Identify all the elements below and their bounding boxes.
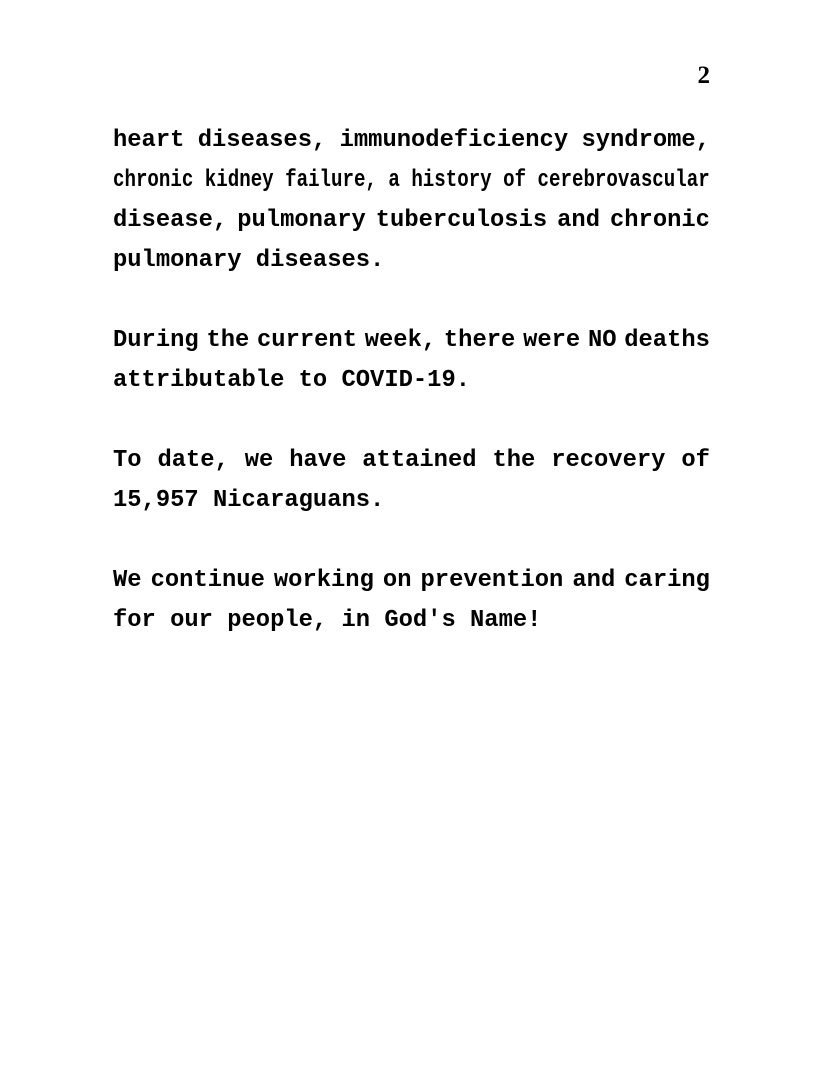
word: continue [150, 567, 265, 594]
word: and [572, 567, 616, 594]
paragraph [113, 321, 710, 401]
word: tuberculosis [375, 207, 548, 234]
word: on [382, 567, 412, 594]
word: week, [364, 327, 437, 354]
word: pulmonary [237, 207, 366, 234]
paragraph [113, 561, 710, 641]
document-body [113, 121, 710, 681]
word: heart [113, 127, 185, 154]
word: the [206, 327, 250, 354]
text-line: 15,957 Nicaraguans. [113, 487, 385, 514]
paragraph [113, 441, 710, 521]
word: caring [624, 567, 710, 594]
word: syndrome, [581, 127, 710, 154]
text-line: attributable to COVID-19. [113, 367, 471, 394]
word: and [557, 207, 600, 234]
text-line [113, 321, 710, 361]
paragraph [113, 121, 710, 281]
word: we [244, 447, 274, 474]
text-line: chronic kidney failure, a history of cerebrovascular [113, 167, 710, 194]
text-line: for our people, in God's Name! [113, 607, 542, 634]
word: working [273, 567, 374, 594]
word: of [681, 447, 710, 474]
text-line [113, 441, 710, 481]
word: disease, [113, 207, 228, 234]
word: We [113, 567, 142, 594]
word: there [443, 327, 516, 354]
word: chronic [610, 207, 710, 234]
word: current [257, 327, 357, 354]
text-line [113, 561, 710, 601]
word: During [113, 327, 199, 354]
text-line [113, 121, 710, 161]
word: attained [362, 447, 477, 474]
word: date, [157, 447, 229, 474]
word: the [492, 447, 536, 474]
word: To [113, 447, 142, 474]
word: diseases, [197, 127, 327, 154]
word: immunodeficiency [339, 127, 569, 154]
text-line [113, 201, 710, 241]
word: prevention [420, 567, 564, 594]
word: were [523, 327, 581, 354]
page-number: 2 [697, 62, 710, 89]
word: have [289, 447, 347, 474]
word: recovery [551, 447, 666, 474]
word: NO [587, 327, 617, 354]
word: deaths [624, 327, 710, 354]
text-line: pulmonary diseases. [113, 247, 385, 274]
